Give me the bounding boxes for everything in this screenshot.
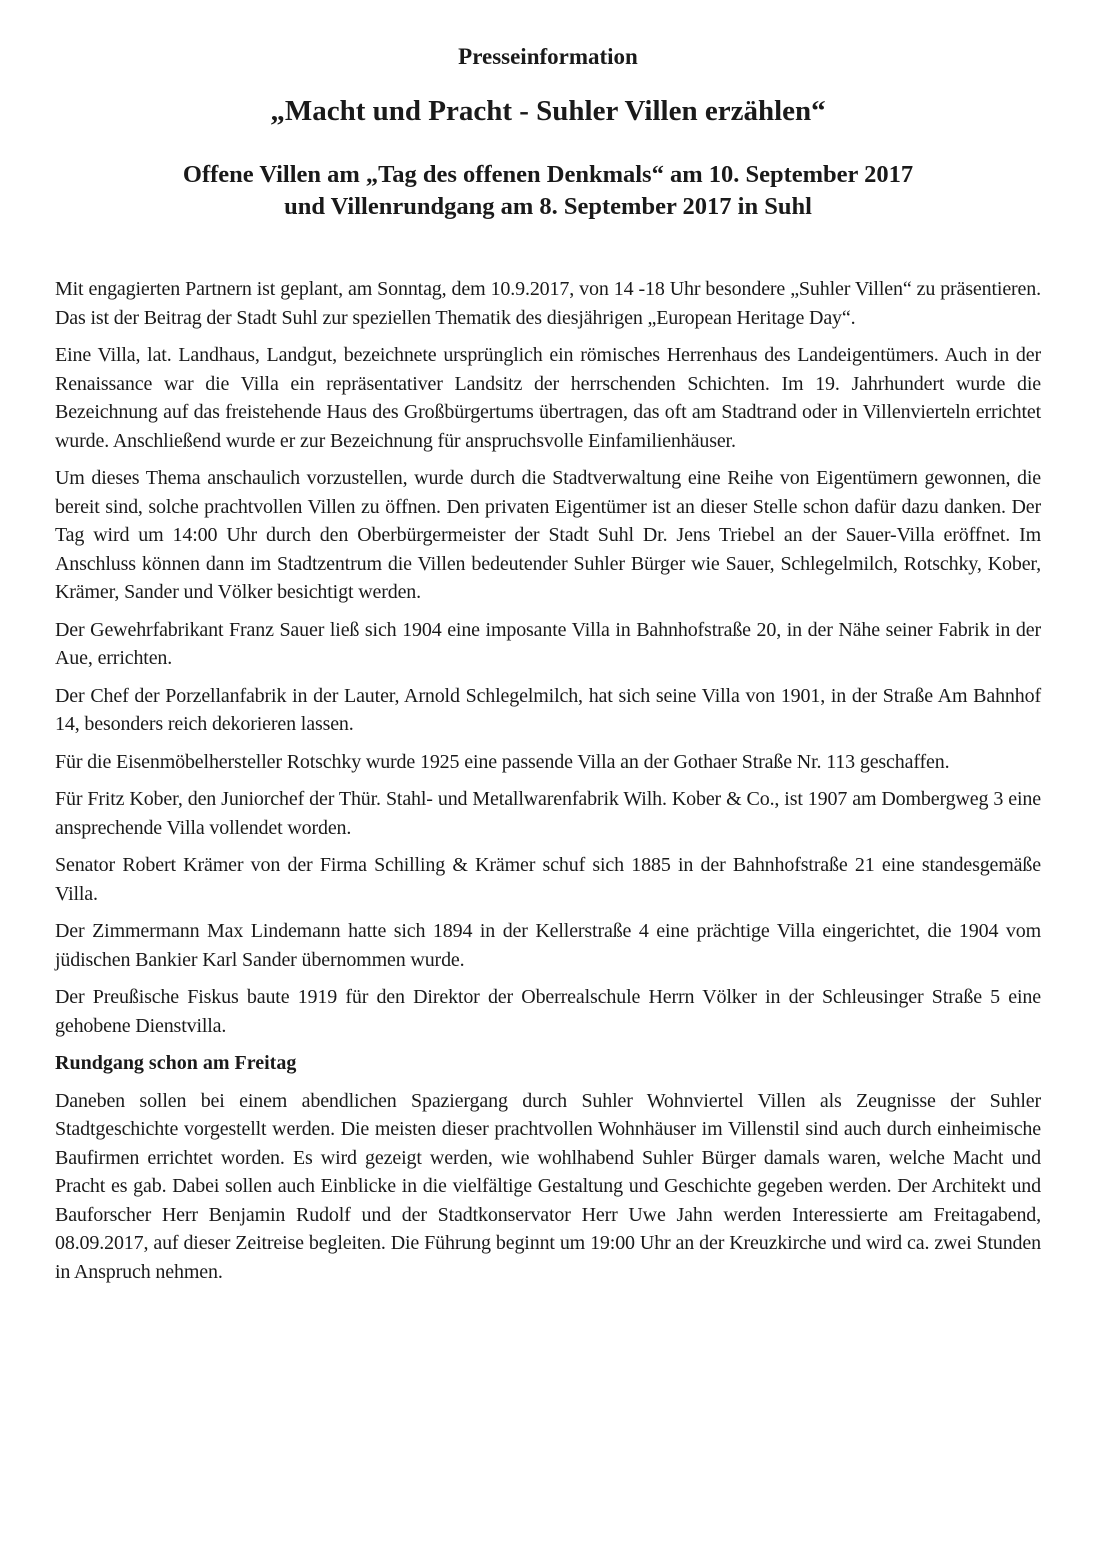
document-label: Presseinformation [458, 44, 638, 69]
document-subtitle [55, 159, 1041, 223]
paragraph-tour: Daneben sollen bei einem abendlichen Spaziergang durch Suhler Wohnviertel Villen als Zeugnisse der Suhler Stadtgeschichte vorgestellt werden. Die meisten dieser prachtvollen Wohnhäuser im Villenstil sind auch durch einheimische Baufirmen errichtet worden. Es wird gezeigt werden, wie wohlhabend Suhler Bürger damals waren, welche Macht und Pracht es gab. Dabei sollen auch Einblicke in die vielfältige Gestaltung und Geschichte gegeben werden. Der Architekt und Bauforscher Herr Benjamin Rudolf und der Stadtkonservator Herr Uwe Jahn werden Interessierte am Freitagabend, 08.09.2017, auf dieser Zeitreise begleiten. Die Führung beginnt um 19:00 Uhr an der Kreuzkirche und wird ca. zwei Stunden in Anspruch nehmen. [55, 1089, 1041, 1283]
paragraph-intro: Mit engagierten Partnern ist geplant, am Sonntag, dem 10.9.2017, von 14 -18 Uhr besondere „Suhler Villen“ zu präsentieren. Das ist der Beitrag der Stadt Suhl zur speziellen Thematik des diesjährigen „European Heritage Day“. [55, 278, 1041, 329]
paragraph-schlegelmilch: Der Chef der Porzellanfabrik in der Lauter, Arnold Schlegelmilch, hat sich seine Villa von 1901, in der Straße Am Bahnhof 14, besonders reich dekorieren lassen. [55, 684, 1041, 735]
paragraph-sander: Der Zimmermann Max Lindemann hatte sich 1894 in der Kellerstraße 4 eine prächtige Villa eingerichtet, die 1904 vom jüdischen Bankier Karl Sander übernommen wurde. [55, 920, 1041, 971]
paragraph-kraemer: Senator Robert Krämer von der Firma Schilling & Krämer schuf sich 1885 in der Bahnhofstraße 21 eine standesgemäße Villa. [55, 854, 1041, 905]
paragraph-kober: Für Fritz Kober, den Juniorchef der Thür. Stahl- und Metallwarenfabrik Wilh. Kober & Co., ist 1907 am Dombergweg 3 eine ansprechende Villa vollendet worden. [55, 788, 1041, 839]
subtitle-line: Offene Villen am „Tag des offenen Denkmals“ am 10. September 2017 [182, 161, 914, 188]
paragraph-villa-definition: Eine Villa, lat. Landhaus, Landgut, bezeichnete ursprünglich ein römisches Herrenhaus des Landeigentümers. Auch in der Renaissance war die Villa ein repräsentativer Landsitz der herrschenden Schichten. Im 19. Jahrhundert wurde die Bezeichnung auf das freistehende Haus des Großbürgertums übertragen, das oft am Stadtrand oder in Villenvierteln errichtet wurde. Anschließend wurde er zur Bezeichnung für anspruchsvolle Einfamilienhäuser. [55, 344, 1041, 452]
document-title: „Macht und Pracht - Suhler Villen erzählen“ [270, 95, 826, 127]
paragraph-rotschky: Für die Eisenmöbelhersteller Rotschky wurde 1925 eine passende Villa an der Gothaer Straße Nr. 113 geschaffen. [55, 750, 950, 773]
paragraph-voelker: Der Preußische Fiskus baute 1919 für den Direktor der Oberrealschule Herrn Völker in der Schleusinger Straße 5 eine gehobene Dienstvilla. [55, 986, 1041, 1037]
subtitle-line: und Villenrundgang am 8. September 2017 in Suhl [284, 193, 812, 220]
paragraph-opening: Um dieses Thema anschaulich vorzustellen, wurde durch die Stadtverwaltung eine Reihe von Eigentümern gewonnen, die bereit sind, solche prachtvollen Villen zu öffnen. Den privaten Eigentümer ist an dieser Stelle schon dafür dazu danken. Der Tag wird um 14:00 Uhr durch den Oberbürgermeister der Stadt Suhl Dr. Jens Triebel an der Sauer-Villa eröffnet. Im Anschluss können dann im Stadtzentrum die Villen bedeutender Suhler Bürger wie Sauer, Schlegelmilch, Rotschky, Kober, Krämer, Sander und Völker besichtigt werden. [55, 467, 1041, 603]
section-heading: Rundgang schon am Freitag [55, 1052, 297, 1074]
paragraph-sauer: Der Gewehrfabrikant Franz Sauer ließ sich 1904 eine imposante Villa in Bahnhofstraße 20, in der Nähe seiner Fabrik in der Aue, errichten. [55, 618, 1041, 669]
